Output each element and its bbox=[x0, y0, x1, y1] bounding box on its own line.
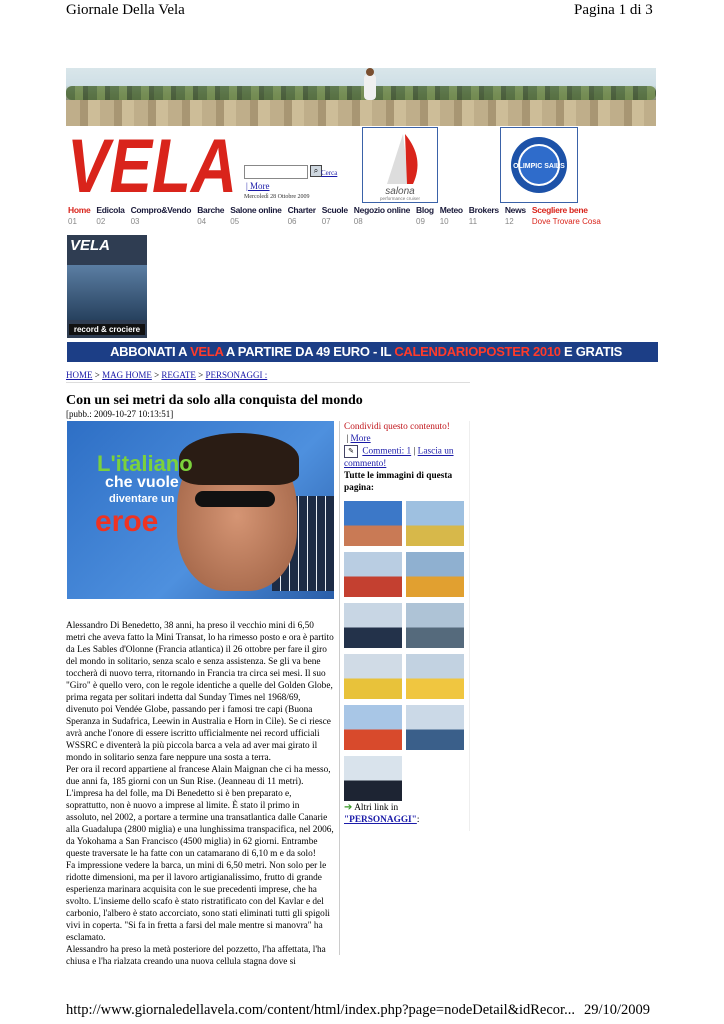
nav-number: 04 bbox=[197, 217, 207, 226]
leave-comment-link[interactable]: Lascia un commento! bbox=[344, 446, 454, 469]
nav-number: Dove Trovare Cosa bbox=[531, 217, 601, 226]
vela-logo[interactable] bbox=[66, 128, 238, 200]
nav-number: 05 bbox=[230, 217, 240, 226]
column-divider bbox=[339, 421, 340, 955]
more-links-label: Altri link in bbox=[354, 803, 399, 813]
breadcrumb-mag-home[interactable]: MAG HOME bbox=[102, 370, 152, 380]
nav-item-scegliere-bene[interactable] bbox=[532, 206, 601, 228]
magazine-cover[interactable] bbox=[67, 235, 147, 338]
nav-item-news[interactable] bbox=[505, 206, 526, 228]
nav-label: Barche bbox=[197, 205, 225, 215]
current-date: Mercoledì 28 Ottobre 2009 bbox=[244, 194, 310, 200]
publish-date: [pubb.: 2009-10-27 10:13:51] bbox=[66, 409, 174, 419]
salona-ad[interactable] bbox=[362, 127, 438, 203]
nav-label: Meteo bbox=[439, 205, 463, 215]
comments-link[interactable]: Commenti: 1 bbox=[362, 446, 412, 457]
search-button[interactable]: Cerca bbox=[321, 169, 338, 177]
nav-number: 10 bbox=[439, 217, 449, 226]
nav-number: 09 bbox=[416, 217, 425, 226]
article-paragraph: Alessandro Di Benedetto, 38 anni, ha preso il vecchio mini di 6,50 metri che aveva fatto la Mini Transat, lo ha rimesso posto e ora è partito da Les Sables d'Olonne (Francia atlantica) il 26 ottobre per fare il giro del mondo in solitario, senza scalo e senza assistenza. Se gli va bene toccherà di nuovo terra, ritornando in Francia tra circa sei mesi. Il suo "Giro" è quello vero, con le regole identiche a quelle del Golden Globe, prima regata per solitari indetta dal Sunday Times nel 1968/69, divenuto poi Vendée Globe, passando per i famosi tre capi (Buona Speranza in Sudafrica, Leewin in Australia e Horn in Cile). Se ci riesce avrà anche l'onore di essere iscritto ufficialmente nei record ufficiali WSSRC e diventerà la più piccola barca a vela ad aver mai girato il mondo in solitario senza fare neppure una sosta a terra. bbox=[66, 621, 334, 763]
share-link[interactable]: Condividi questo contenuto! bbox=[344, 422, 450, 432]
gallery-thumbnail[interactable] bbox=[406, 603, 464, 648]
nav-label: Scuole bbox=[321, 205, 348, 215]
nav-label: News bbox=[504, 205, 526, 215]
nav-number: 12 bbox=[504, 217, 514, 226]
nav-label: Negozio online bbox=[353, 205, 411, 215]
nav-number: 03 bbox=[130, 217, 140, 226]
more-link-top[interactable]: | More bbox=[246, 181, 270, 191]
nav-label: Compro&Vendo bbox=[130, 205, 192, 215]
article-sidebar: Condividi questo contenuto! | More ✎ Commenti: 1 | Lascia un commento! Tutte le immagini di questa pagina: bbox=[344, 421, 466, 494]
logo-text: VELA bbox=[67, 128, 237, 200]
nav-item-blog[interactable] bbox=[416, 206, 434, 228]
nav-item-negozio-online[interactable] bbox=[354, 206, 410, 228]
nav-label: Blog bbox=[416, 205, 434, 215]
gallery-thumbnail[interactable] bbox=[406, 501, 464, 546]
article-body bbox=[66, 620, 334, 968]
nav-label: Home bbox=[68, 205, 91, 215]
breadcrumb-regate[interactable]: REGATE bbox=[161, 370, 196, 380]
nav-number: 06 bbox=[287, 217, 297, 226]
nav-number: 07 bbox=[321, 217, 331, 226]
nav-label: Charter bbox=[287, 205, 316, 215]
breadcrumb-personaggi[interactable]: PERSONAGGI : bbox=[205, 370, 268, 380]
search-input[interactable] bbox=[244, 165, 308, 179]
image-gallery bbox=[344, 501, 464, 801]
arrow-right-icon: ➔ bbox=[344, 802, 353, 813]
gallery-thumbnail[interactable] bbox=[406, 552, 464, 597]
breadcrumb-home[interactable]: HOME bbox=[66, 370, 93, 380]
svg-text:performance cruiser: performance cruiser bbox=[379, 196, 421, 201]
column-divider bbox=[469, 421, 470, 831]
gallery-thumbnail[interactable] bbox=[344, 705, 402, 750]
nav-number: 02 bbox=[96, 217, 106, 226]
gallery-thumbnail[interactable] bbox=[344, 756, 402, 801]
search-icon[interactable]: ⌕ bbox=[310, 165, 322, 177]
nav-item-meteo[interactable] bbox=[440, 206, 463, 228]
gallery-thumbnail[interactable] bbox=[406, 654, 464, 699]
print-page-indicator: Pagina 1 di 3 bbox=[574, 2, 653, 18]
gallery-thumbnail[interactable] bbox=[344, 552, 402, 597]
svg-text:salona: salona bbox=[385, 186, 415, 197]
article-paragraph: Fa impressione vedere la barca, un mini di 6,50 metri. Non solo per le ridotte dimensioni, ma per il lavoro artigianalissimo, frutto di grande esperienza marinara acquisita con le sue precedenti imprese, che ha svolto. L'insieme dello scafo è stato ristratificato con del Kavlar e del carbonio, l'albero è stato accorciato, sono stati eliminati tutti gli spigoli vivi in coperta. "Si fa in fretta a farsi del male mentre si manovra" ha esclamato. bbox=[66, 861, 330, 943]
personaggi-link[interactable]: "PERSONAGGI" bbox=[344, 815, 417, 825]
olimpic-sails-ad[interactable] bbox=[500, 127, 578, 203]
nav-number: 01 bbox=[68, 217, 77, 226]
nav-item-scuole[interactable] bbox=[322, 206, 348, 228]
gallery-thumbnail[interactable] bbox=[344, 654, 402, 699]
gallery-thumbnail[interactable] bbox=[344, 603, 402, 648]
comment-icon: ✎ bbox=[344, 445, 358, 458]
nav-item-home[interactable] bbox=[68, 206, 90, 228]
nav-number: 08 bbox=[353, 217, 363, 226]
gallery-thumbnail[interactable] bbox=[406, 705, 464, 750]
more-link[interactable]: More bbox=[350, 434, 371, 444]
subscribe-promo-banner[interactable]: ABBONATI A VELA A PARTIRE DA 49 EURO - IL CALENDARIOPOSTER 2010 E GRATIS bbox=[67, 342, 658, 362]
main-nav bbox=[68, 206, 607, 228]
article-title: Con un sei metri da solo alla conquista del mondo bbox=[66, 393, 363, 408]
nav-label: Edicola bbox=[96, 205, 125, 215]
gallery-thumbnail[interactable] bbox=[344, 501, 402, 546]
print-date: 29/10/2009 bbox=[584, 1002, 651, 1018]
all-images-heading: Tutte le immagini di questa pagina: bbox=[344, 471, 453, 493]
print-site-title: Giornale Della Vela bbox=[66, 2, 185, 18]
cover-title: VELA bbox=[70, 237, 111, 254]
divider bbox=[66, 382, 470, 383]
nav-item-barche[interactable] bbox=[197, 206, 224, 228]
more-links-block: ➔ Altri link in "PERSONAGGI": bbox=[344, 802, 420, 825]
nav-item-compro-vendo[interactable] bbox=[131, 206, 192, 228]
nav-item-charter[interactable] bbox=[288, 206, 316, 228]
breadcrumb: HOME > MAG HOME > REGATE > PERSONAGGI : bbox=[66, 370, 268, 380]
article-paragraph: Per ora il record appartiene al francese Alain Maignan che ci ha messo, due anni fa, 185 giorni con un Sun Rise. (Jeanneau di 11 metri). L'impresa ha del folle, ma Di Benedetto si è ben preparato e, soprattutto, non è nuovo a imprese al limite. È stato il primo in assoluto, nel 2002, a portare a termine una transatlantica dalle Canarie alla Guadalupa (2800 miglia) e una lunghissima transpacifica, nel 2006, da Yokohama a San Francisco (4500 miglia) in 62 giorni. Entrambe queste traversate le ha fatte con un catamarano di 6,10 m e da solo! bbox=[66, 765, 334, 859]
print-url: http://www.giornaledellavela.com/content/html/index.php?page=nodeDetail&idRecor... bbox=[66, 1002, 575, 1018]
nav-item-edicola[interactable] bbox=[96, 206, 124, 228]
nav-number: 11 bbox=[468, 217, 478, 226]
article-paragraph: Alessandro ha preso la metà posteriore del pozzetto, l'ha affettata, l'ha chiusa e l'ha rialzata creando una nuova cellula stagna dove si bbox=[66, 945, 326, 967]
nav-item-brokers[interactable] bbox=[469, 206, 499, 228]
article-hero-image: L'italiano che vuole diventare un eroe bbox=[67, 421, 334, 599]
svg-text:OLIMPIC SAILS: OLIMPIC SAILS bbox=[513, 163, 565, 170]
header-banner-image bbox=[66, 68, 656, 126]
cover-subtitle: record & crociere bbox=[69, 324, 145, 335]
nav-label: Scegliere bene bbox=[531, 205, 588, 215]
nav-item-salone-online[interactable] bbox=[230, 206, 281, 228]
nav-label: Brokers bbox=[468, 205, 499, 215]
nav-label: Salone online bbox=[230, 205, 282, 215]
